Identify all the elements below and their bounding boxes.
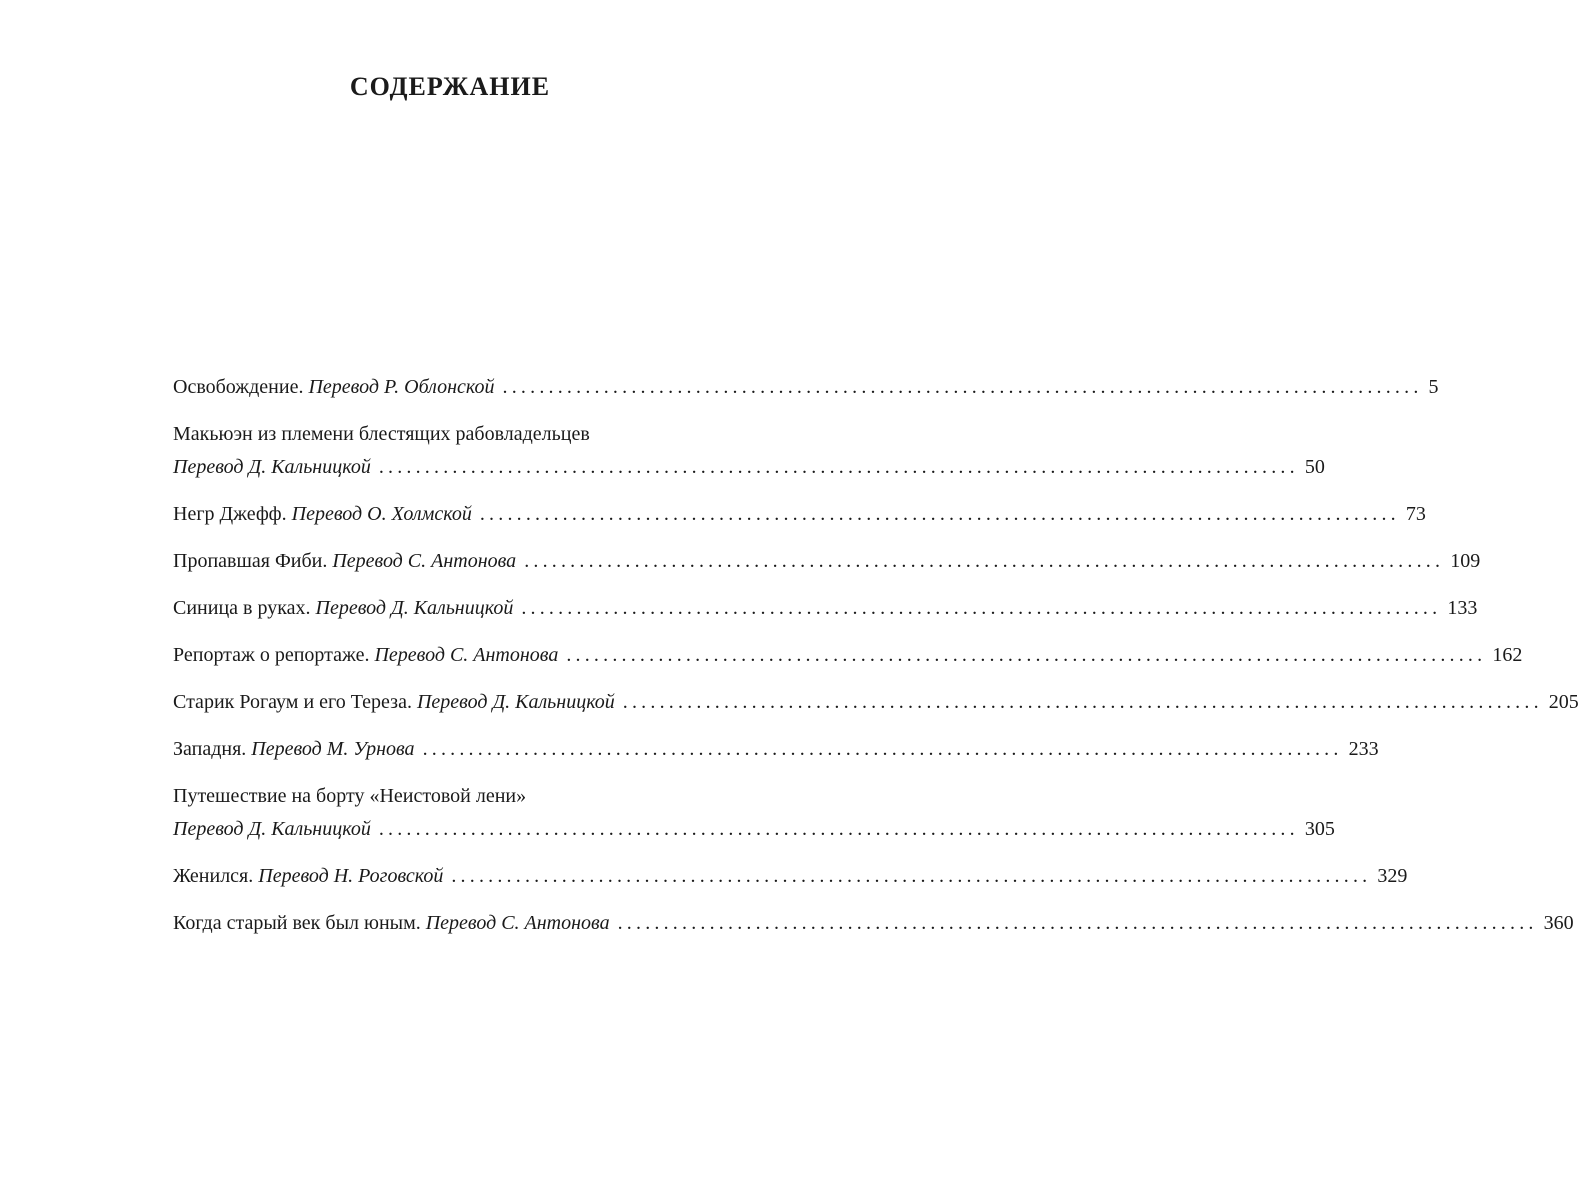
toc-entry-title: Пропавшая Фиби. bbox=[173, 550, 328, 572]
toc-entry-title: Западня. bbox=[173, 738, 247, 760]
toc-entry-page: 305 bbox=[1304, 818, 1335, 840]
toc-entry-page: 233 bbox=[1348, 738, 1379, 760]
toc-entry-title: Репортаж о репортаже. bbox=[173, 644, 370, 666]
toc-entry-page: 329 bbox=[1377, 865, 1408, 887]
toc-entry-translator: Перевод С. Антонова bbox=[425, 912, 610, 934]
dot-leader: .................................................................................................... bbox=[451, 865, 1372, 887]
dot-leader: .................................................................................................... bbox=[422, 738, 1343, 760]
dot-leader: .................................................................................................... bbox=[479, 503, 1400, 525]
toc-entry bbox=[173, 498, 1426, 531]
toc-entry bbox=[173, 545, 1481, 578]
toc-entry-translator: Перевод Р. Облонской bbox=[308, 376, 495, 398]
toc-entry-translator: Перевод Д. Кальницкой bbox=[173, 818, 371, 840]
page-title: СОДЕРЖАНИЕ bbox=[349, 72, 551, 101]
dot-leader: .................................................................................................... bbox=[566, 644, 1487, 666]
toc-entry-translator: Перевод С. Антонова bbox=[332, 550, 517, 572]
toc-entry-title: Старик Рогаум и его Тереза. bbox=[173, 691, 412, 713]
toc-entry-title: Негр Джефф. bbox=[173, 503, 287, 525]
toc-entry-title: Путешествие на борту «Неистовой лени» bbox=[173, 785, 527, 807]
dot-leader: .................................................................................................... bbox=[378, 818, 1299, 840]
toc-entry bbox=[173, 686, 1579, 719]
toc-entry-translator: Перевод М. Урнова bbox=[251, 738, 415, 760]
toc-entry-page: 73 bbox=[1405, 503, 1426, 525]
toc-entry-page: 360 bbox=[1543, 912, 1574, 934]
toc-entry-page: 133 bbox=[1447, 597, 1478, 619]
toc-entry-translator: Перевод Д. Кальницкой bbox=[315, 597, 514, 619]
toc-entry bbox=[173, 860, 1408, 893]
toc-entry-page: 109 bbox=[1450, 550, 1481, 572]
toc-entry bbox=[173, 733, 1379, 766]
toc-entry-title: Макьюэн из племени блестящих рабовладельцев bbox=[173, 423, 590, 445]
toc-entry-translator: Перевод С. Антонова bbox=[374, 644, 559, 666]
toc-entry-title: Освобождение. bbox=[173, 376, 304, 398]
toc-entry-page: 50 bbox=[1304, 456, 1325, 478]
dot-leader: .................................................................................................... bbox=[521, 597, 1442, 619]
toc-entry bbox=[173, 907, 1574, 940]
toc-entry-translator: Перевод О. Холмской bbox=[291, 503, 472, 525]
toc-entry-title: Когда старый век был юным. bbox=[173, 912, 421, 934]
toc-entry-title: Синица в руках. bbox=[173, 597, 311, 619]
dot-leader: .................................................................................................... bbox=[524, 550, 1445, 572]
toc-entry bbox=[173, 418, 1325, 484]
toc-entry-page: 205 bbox=[1548, 691, 1579, 713]
toc-entry-page: 5 bbox=[1428, 376, 1439, 398]
toc-entry-translator: Перевод Н. Роговской bbox=[258, 865, 444, 887]
toc-entry-translator: Перевод Д. Кальницкой bbox=[416, 691, 615, 713]
toc-entry bbox=[173, 592, 1478, 625]
dot-leader: .................................................................................................... bbox=[617, 912, 1538, 934]
dot-leader: .................................................................................................... bbox=[622, 691, 1543, 713]
toc-entry-page: 162 bbox=[1492, 644, 1523, 666]
toc-entry bbox=[173, 371, 1439, 404]
toc-entry-title: Женился. bbox=[173, 865, 254, 887]
dot-leader: .................................................................................................... bbox=[378, 456, 1299, 478]
toc-entry bbox=[173, 639, 1523, 672]
table-of-contents bbox=[173, 371, 1579, 954]
dot-leader: .................................................................................................... bbox=[502, 376, 1423, 398]
toc-entry-translator: Перевод Д. Кальницкой bbox=[173, 456, 371, 478]
toc-entry bbox=[173, 780, 1335, 846]
